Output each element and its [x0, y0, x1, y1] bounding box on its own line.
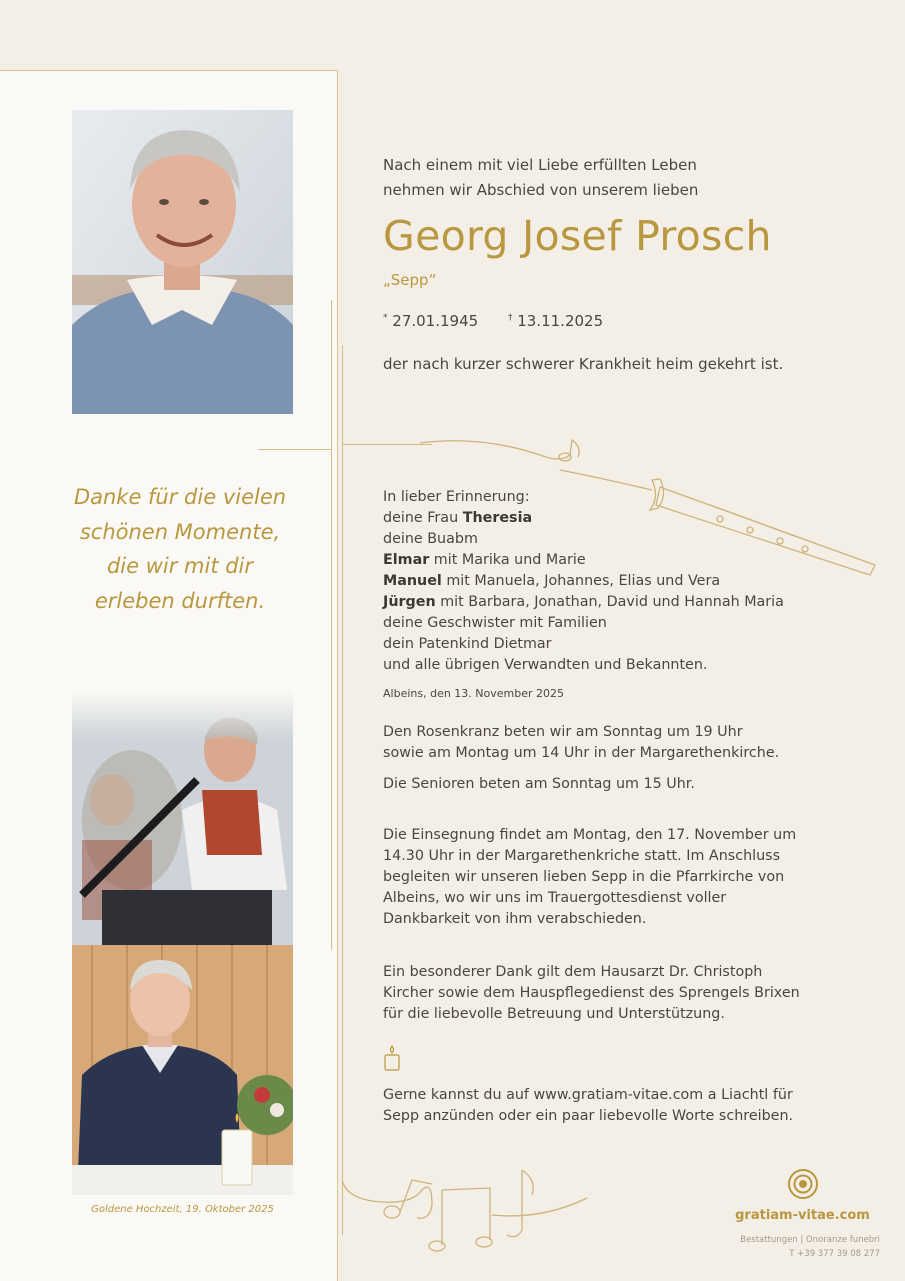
photo-caption: Goldene Hochzeit, 19. Oktober 2025 [91, 1204, 274, 1215]
online-info [383, 1085, 883, 1127]
birth-date-value: 27.01.1945 [392, 312, 479, 330]
cross-line-vertical [331, 300, 332, 950]
brand-phone: T +39 377 39 08 277 [789, 1249, 880, 1259]
brand-logo-icon [787, 1168, 819, 1200]
family-wife [383, 508, 883, 529]
son-family: mit Barbara, Jonathan, David und Hannah Maria [435, 594, 784, 610]
online-line[interactable]: Gerne kannst du auf www.gratiam-vitae.com a Liachtl für [383, 1087, 793, 1103]
quote-line: Danke für die vielen [73, 485, 287, 509]
wife-name: Theresia [462, 510, 533, 526]
cross-line-vertical [342, 345, 343, 1235]
intro-line: Nach einem mit viel Liebe erfüllten Leben [383, 156, 697, 174]
passing-text: der nach kurzer schwerer Krankheit heim gekehrt ist. [383, 355, 784, 373]
quote-line: erleben durften. [94, 588, 266, 613]
place-date: Albeins, den 13. November 2025 [383, 687, 565, 700]
birth-symbol: * [383, 313, 388, 323]
son-name: Elmar [383, 552, 430, 568]
death-date [508, 312, 603, 330]
family-son [383, 550, 883, 571]
death-date-value: 13.11.2025 [517, 312, 604, 330]
brand-details [725, 1233, 880, 1261]
funeral-line: Dankbarkeit von ihm verabschieden. [383, 911, 647, 927]
family-siblings: deine Geschwister mit Familien [383, 615, 607, 631]
son-name: Jürgen [383, 594, 436, 610]
funeral-line: Die Einsegnung findet am Montag, den 17. November um [383, 827, 797, 843]
seniors-info: Die Senioren beten am Sonntag um 15 Uhr. [383, 776, 695, 792]
thanks-line: für die liebevolle Betreuung und Unterstützung. [383, 1006, 725, 1022]
family-others: und alle übrigen Verwandten und Bekannten. [383, 657, 708, 673]
clarinet-player-photo [72, 690, 293, 945]
birth-date [383, 312, 478, 330]
brand-block[interactable] [725, 1168, 880, 1261]
son-family: mit Manuela, Johannes, Elias und Vera [441, 573, 721, 589]
thanks-line: Kircher sowie dem Hauspflegedienst des Sprengels Brixen [383, 985, 800, 1001]
portrait-photo [72, 110, 293, 414]
online-line: Sepp anzünden oder ein paar liebevolle Worte schreiben. [383, 1108, 794, 1124]
life-dates [383, 312, 628, 330]
intro-text [383, 153, 883, 203]
rosary-info [383, 722, 883, 764]
family-heading: In lieber Erinnerung: [383, 489, 530, 505]
quote-line: die wir mit dir [106, 554, 254, 578]
family-son [383, 571, 883, 592]
funeral-line: begleiten wir unseren lieben Sepp in die Pfarrkirche von [383, 869, 785, 885]
family-boys: deine Buabm [383, 531, 478, 547]
funeral-line: Albeins, wo wir uns im Trauergottesdienst voller [383, 890, 727, 906]
son-name: Manuel [383, 573, 442, 589]
memorial-quote [40, 480, 320, 618]
death-symbol: † [507, 313, 513, 323]
thanks-line: Ein besonderer Dank gilt dem Hausarzt Dr. Christoph [383, 964, 763, 980]
family-son [383, 592, 883, 613]
brand-name[interactable]: gratiam-vitae.com [735, 1208, 870, 1223]
family-list [383, 487, 883, 676]
thanks-info [383, 962, 883, 1025]
nickname: „Sepp“ [383, 271, 437, 289]
quote-line: schönen Momente, [79, 519, 281, 544]
cross-line-horizontal [342, 444, 432, 445]
anniversary-photo [72, 945, 293, 1195]
rosary-line: sowie am Montag um 14 Uhr in der Margarethenkirche. [383, 745, 780, 761]
brand-tagline: Bestattungen | Onoranze funebri [740, 1235, 880, 1245]
candle-icon [383, 1045, 401, 1071]
deceased-name: Georg Josef Prosch [383, 212, 772, 260]
music-notes-illustration [342, 1160, 592, 1260]
son-family: mit Marika und Marie [429, 552, 586, 568]
wife-prefix: deine Frau [383, 510, 463, 526]
funeral-info [383, 825, 883, 930]
funeral-line: 14.30 Uhr in der Margarethenkriche statt. Im Anschluss [383, 848, 781, 864]
intro-line: nehmen wir Abschied von unserem lieben [383, 181, 699, 199]
cross-line-horizontal [258, 449, 332, 450]
family-godchild: dein Patenkind Dietmar [383, 636, 552, 652]
rosary-line: Den Rosenkranz beten wir am Sonntag um 19 Uhr [383, 724, 743, 740]
